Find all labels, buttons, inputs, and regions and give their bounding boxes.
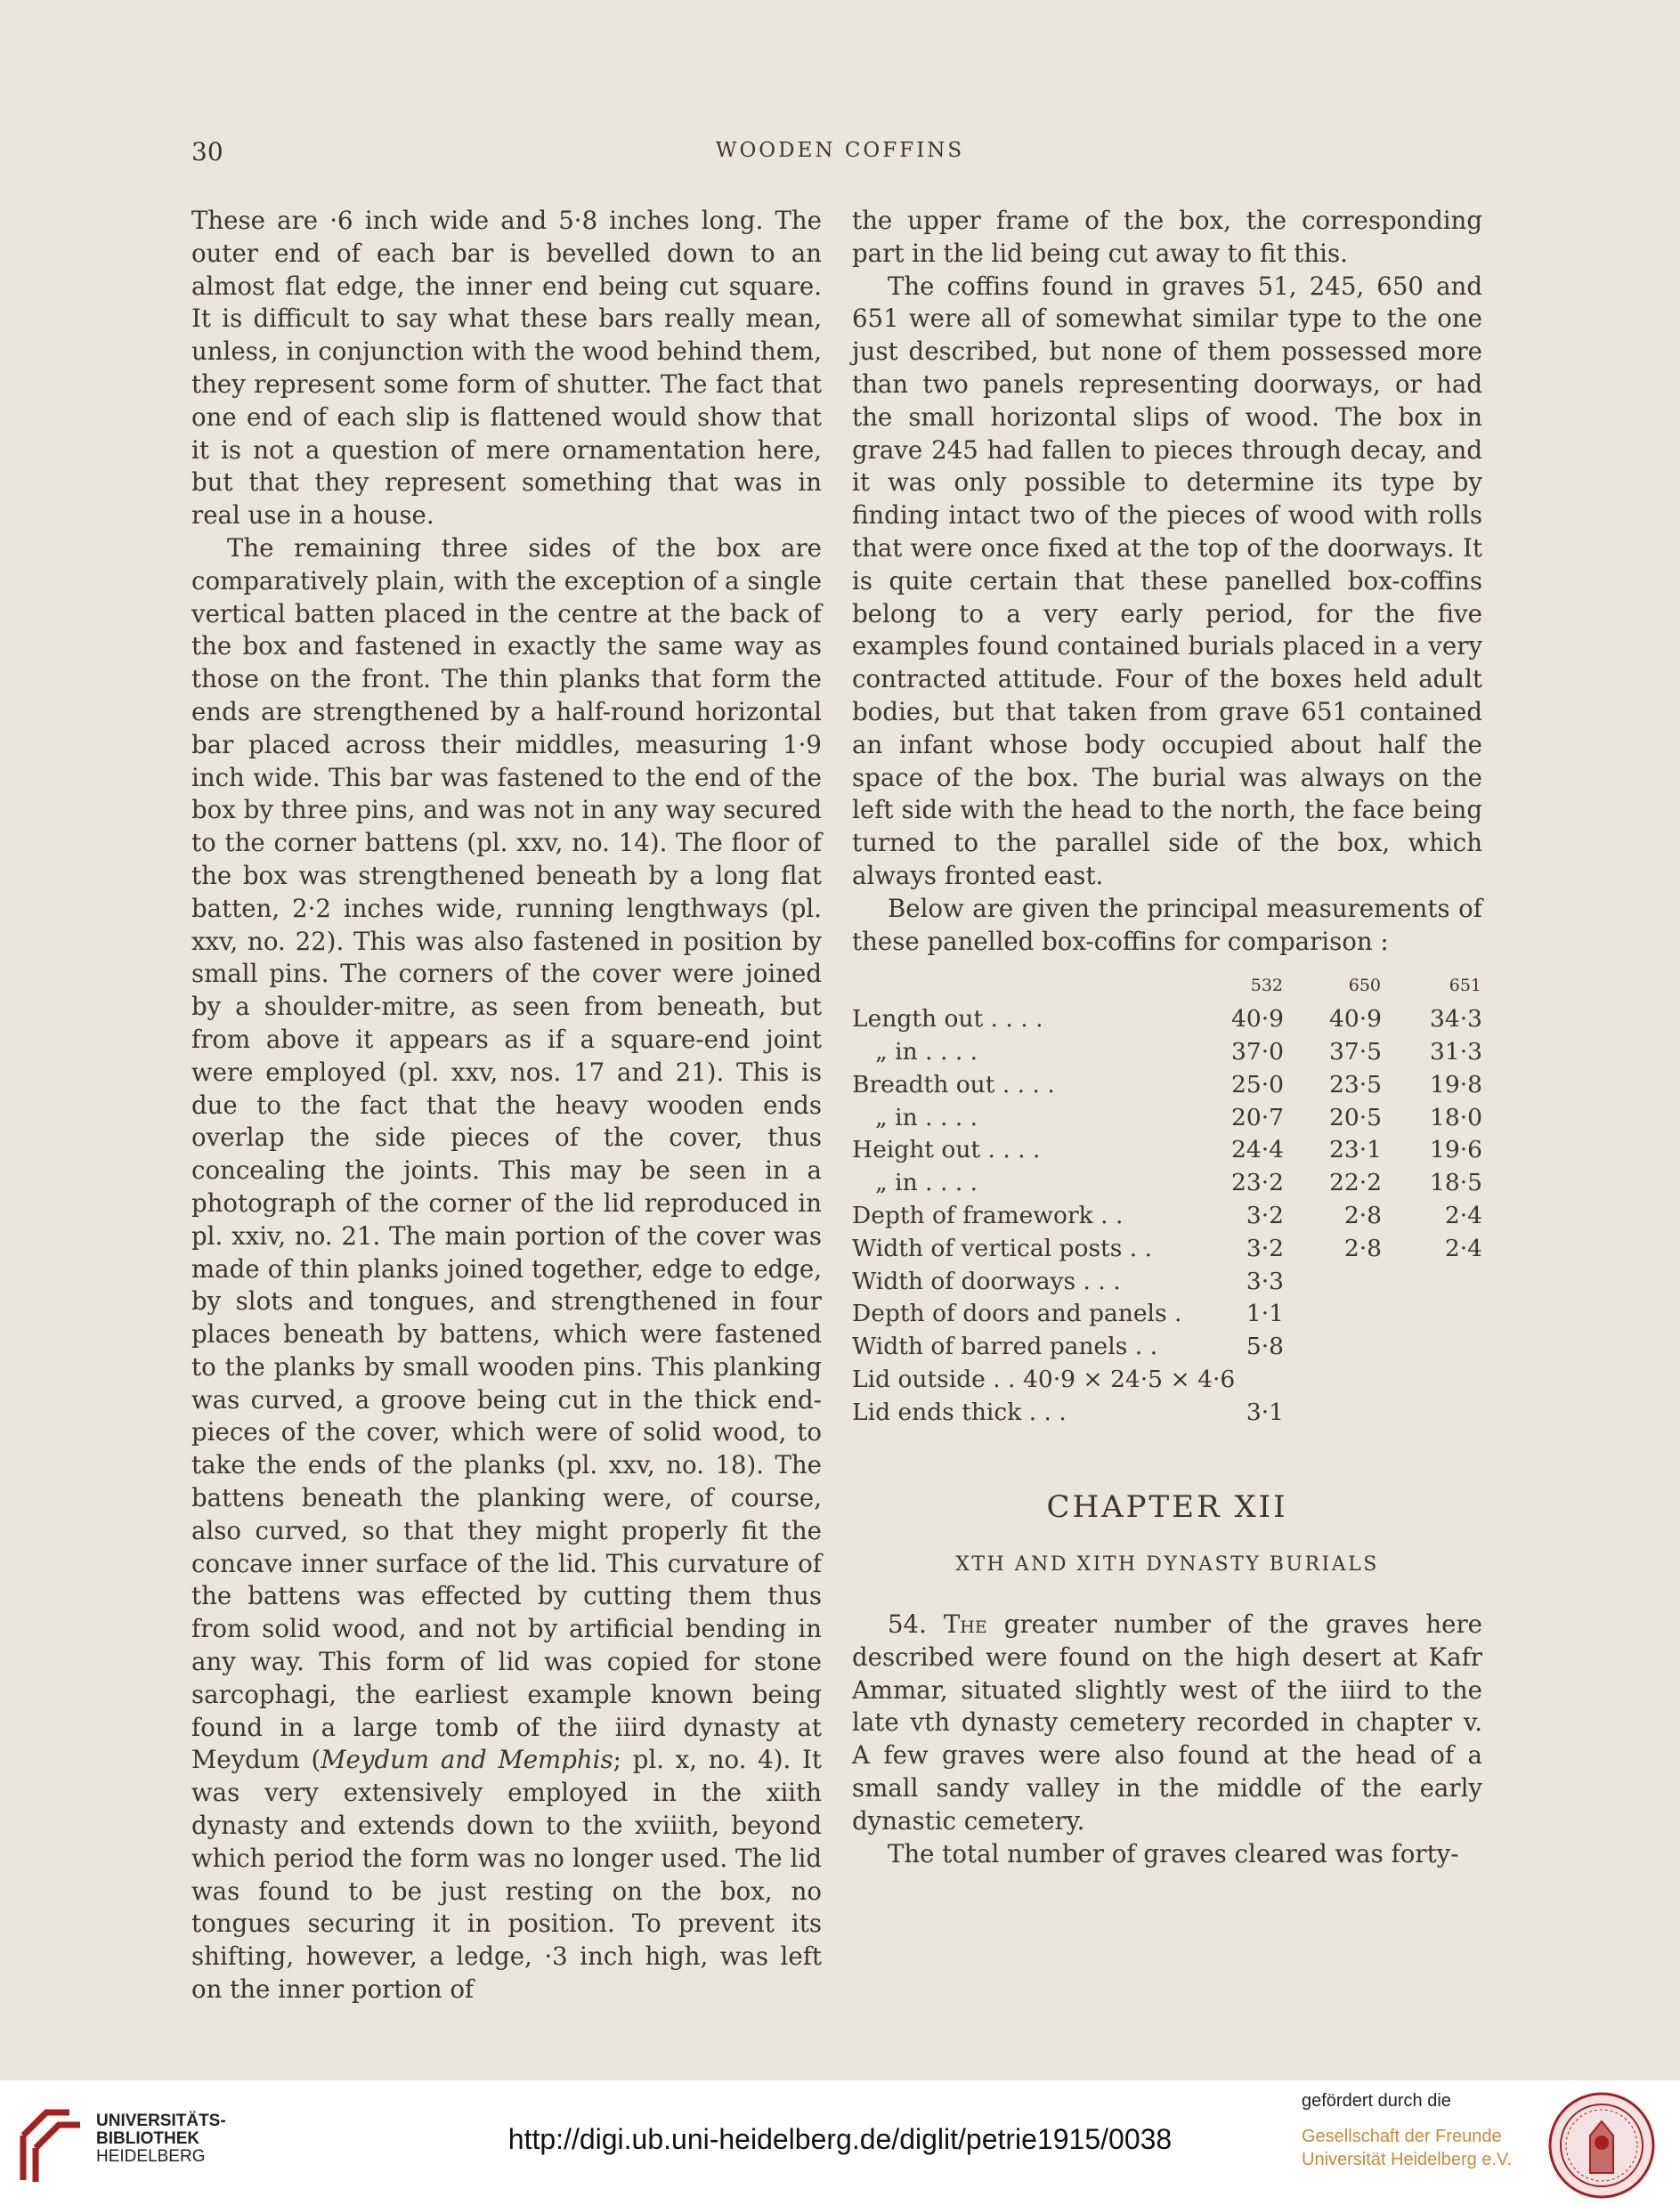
cell: 19·6 xyxy=(1429,1136,1482,1164)
cell: 24·4 xyxy=(1230,1136,1284,1164)
cell xyxy=(1382,1364,1482,1397)
left-column xyxy=(191,205,822,2006)
table-row xyxy=(852,1167,1482,1200)
cell: 2·4 xyxy=(1444,1201,1482,1229)
cell: 2·8 xyxy=(1343,1201,1382,1229)
paragraph-text: ; pl. x, no. 4). It was very extensively employed in the xiith dynasty and extends down to the xviiith, beyond which period the form was no longer used. The lid was found to be just resting on the box, no tongues securing it in position. To prevent its shifting, however, a ledge, ·3 inch high, was left on the inner portion of xyxy=(191,1745,823,2005)
paragraph-text: The remaining three sides of the box are comparatively plain, with the exception of a single vertical batten placed in the centre at the back of the box and fastened in exactly the same way as those on the front. The thin planks that form the ends are strengthened by a half-round horizontal bar placed across their middles, measuring 1·9 inch wide. This bar was fastened to the end of the box by three pins, and was not in any way secured to the corner battens (pl. xxv, no. 14). The floor of the box was strengthened beneath by a long flat batten, 2·2 inches wide, running lengthways (pl. xxv, no. 22). This was also fastened in position by small pins. The corners of the cover were joined by a shoulder-mitre, as seen from beneath, but from above it appears as if a square-end joint were employed (pl. xxv, nos. 17 and 21). This is due to the fact that the heavy wooden ends overlap the side pieces of the cover, thus concealing the joints. This may be seen in a photograph of the corner of the lid reproduced in pl. xxiv, no. 21. The main portion of the cover was made of thin planks joined together, edge to edge, by slots and tongues, and strengthened in four places beneath by battens, which were fastened to the planks by small wooden pins. This planking was curved, a groove being cut in the thick end-pieces of the cover, which were of solid wood, to take the ends of the planks (pl. xxv, no. 18). The battens beneath the planking were, of course, also curved, so that they might properly fit the concave inner surface of the lid. This curvature of the battens was effected by cutting them thus from solid wood, and not by artificial bending in any way. This form of lid was copied for stone sarcophagi, the earliest example known being found in a large tomb of the iiird dynasty at Meydum ( xyxy=(191,532,822,1775)
section-number: 54. xyxy=(888,1609,927,1640)
cell: 34·3 xyxy=(1429,1005,1482,1034)
table-row xyxy=(852,1364,1482,1397)
cell xyxy=(1284,1397,1382,1430)
cell xyxy=(1284,1266,1382,1299)
cell: 3·1 xyxy=(1246,1398,1284,1426)
table-row xyxy=(852,1200,1482,1233)
row-label: Depth of framework . . xyxy=(852,1201,1124,1229)
cell: 5·8 xyxy=(1246,1333,1284,1361)
table-row xyxy=(852,1298,1482,1331)
cell xyxy=(1382,1331,1482,1364)
cell: 31·3 xyxy=(1429,1037,1482,1066)
cell: 40·9 xyxy=(1230,1005,1284,1034)
citation-title: Meydum and Memphis xyxy=(321,1745,613,1775)
paragraph: the upper frame of the box, the corresponding part in the lid being cut away to fit this. xyxy=(852,206,1482,268)
cell: 22·2 xyxy=(1328,1169,1382,1197)
cell xyxy=(1382,1397,1482,1430)
cell: 3·3 xyxy=(1246,1267,1284,1295)
sponsor-name-line: Universität Heidelberg e.V. xyxy=(1302,2150,1513,2169)
cell: 23·2 xyxy=(1230,1169,1284,1197)
cell: 18·0 xyxy=(1429,1103,1482,1131)
measurements-table xyxy=(852,969,1482,1429)
running-title: WOODEN COFFINS xyxy=(715,139,965,162)
column-header: 532 xyxy=(1250,976,1283,996)
cell: 19·8 xyxy=(1429,1070,1482,1098)
row-label: Depth of doors and panels . xyxy=(852,1300,1182,1328)
paragraph: The coffins found in graves 51, 245, 650 and 651 were all of somewhat similar type to the one just described, but none of them possessed more than two panels representing doorways, or had the small horizontal slips of wood. The box in grave 245 had fallen to pieces through decay, and it was only possible to determine its type by finding intact two of the pieces of wood with rolls that were once fixed at the top of the doorways. It is quite certain that these panelled box-coffins belong to a very early period, for the five examples found contained burials placed in a very contracted attitude. Four of the boxes held adult bodies, but that taken from grave 651 contained an infant whose body occupied about half the space of the box. The burial was always on the left side with the head to the north, the face being turned to the parallel side of the box, which always fronted east. xyxy=(852,271,1482,890)
cell: 3·2 xyxy=(1246,1234,1284,1262)
sponsor-lead-text: gefördert durch die xyxy=(1302,2091,1451,2111)
sponsor-name xyxy=(1302,2125,1512,2171)
cell xyxy=(1382,1298,1482,1331)
library-name-line: HEIDELBERG xyxy=(96,2147,206,2166)
chapter-title: CHAPTER XII xyxy=(1046,1489,1288,1526)
row-label: Height out . . . . xyxy=(852,1136,1041,1164)
table-header-row xyxy=(852,969,1482,1003)
cell: 3·2 xyxy=(1246,1201,1284,1229)
cell: 37·0 xyxy=(1230,1037,1284,1066)
cell: 2·4 xyxy=(1444,1234,1482,1262)
paragraph xyxy=(191,532,822,2006)
cell: 40·9 xyxy=(1328,1005,1382,1034)
chapter-subtitle: XTH AND XITH DYNASTY BURIALS xyxy=(955,1553,1379,1577)
cell xyxy=(1284,1331,1382,1364)
row-label: „ in . . . . xyxy=(875,1103,978,1131)
column-header: 651 xyxy=(1449,976,1481,996)
cell xyxy=(1382,1266,1482,1299)
table-row xyxy=(852,1397,1482,1430)
table-row xyxy=(852,1036,1482,1069)
paragraph: The total number of graves cleared was forty- xyxy=(888,1838,1459,1869)
paragraph-text: greater number of the graves here described were found on the high desert at Kafr Ammar, situated slightly west of the iiird to the late vth dynasty cemetery recorded in chapter v. A few graves were also found at the head of a small sandy valley in the middle of the early dynastic cemetery. xyxy=(852,1609,1482,1836)
row-label: Width of doorways . . . xyxy=(852,1267,1121,1295)
row-label: „ in . . . . xyxy=(875,1169,978,1197)
cell: 20·5 xyxy=(1328,1103,1382,1131)
cell xyxy=(1284,1298,1382,1331)
column-header: 650 xyxy=(1348,976,1381,996)
cell: 25·0 xyxy=(1230,1070,1284,1098)
cell: 1·1 xyxy=(1246,1300,1284,1328)
paragraph xyxy=(852,1609,1482,1838)
paragraph: Below are given the principal measurements of these panelled box-coffins for comparison : xyxy=(852,893,1482,956)
paragraph: These are ·6 inch wide and 5·8 inches long. The outer end of each bar is bevelled down to an almost flat edge, the inner end being cut square. It is difficult to say what these bars really mean, unless, in conjunction with the wood behind them, they represent some form of shutter. The fact that one end of each slip is flattened would show that it is not a question of mere ornamentation here, but that they represent something that was in real use in a house. xyxy=(191,206,822,531)
cell: 23·1 xyxy=(1328,1136,1382,1164)
row-label: „ in . . . . xyxy=(875,1037,978,1066)
table-row xyxy=(852,1266,1482,1299)
running-header xyxy=(0,137,1680,173)
university-seal-icon xyxy=(1547,2091,1656,2200)
cell: 37·5 xyxy=(1328,1037,1382,1066)
cell: 20·7 xyxy=(1230,1103,1284,1131)
row-label: Breadth out . . . . xyxy=(852,1070,1055,1098)
table-row xyxy=(852,1233,1482,1266)
row-label: Lid ends thick . . . xyxy=(852,1398,1067,1426)
table-row xyxy=(852,1102,1482,1135)
row-label: Width of barred panels . . xyxy=(852,1333,1157,1361)
cell: 2·8 xyxy=(1343,1234,1382,1262)
library-name-line: BIBLIOTHEK xyxy=(96,2129,200,2148)
lead-word: The xyxy=(943,1609,987,1640)
table-row xyxy=(852,1134,1482,1167)
library-name-line: UNIVERSITÄTS- xyxy=(96,2112,226,2130)
cell: 23·5 xyxy=(1328,1070,1382,1098)
table-row xyxy=(852,1331,1482,1364)
digitization-footer xyxy=(0,2080,1680,2205)
source-url-link[interactable]: http://digi.ub.uni-heidelberg.de/diglit/petrie1915/0038 xyxy=(507,2123,1173,2155)
table-row xyxy=(852,1003,1482,1036)
cell: 18·5 xyxy=(1429,1169,1482,1197)
sponsor-name-line: Gesellschaft der Freunde xyxy=(1302,2127,1502,2146)
page-number: 30 xyxy=(191,137,223,166)
row-label: Length out . . . . xyxy=(852,1005,1043,1034)
right-column xyxy=(852,205,1482,1870)
row-label: Lid outside . . 40·9 × 24·5 × 4·6 xyxy=(852,1365,1236,1393)
row-label: Width of vertical posts . . xyxy=(852,1234,1152,1262)
table-row xyxy=(852,1069,1482,1102)
